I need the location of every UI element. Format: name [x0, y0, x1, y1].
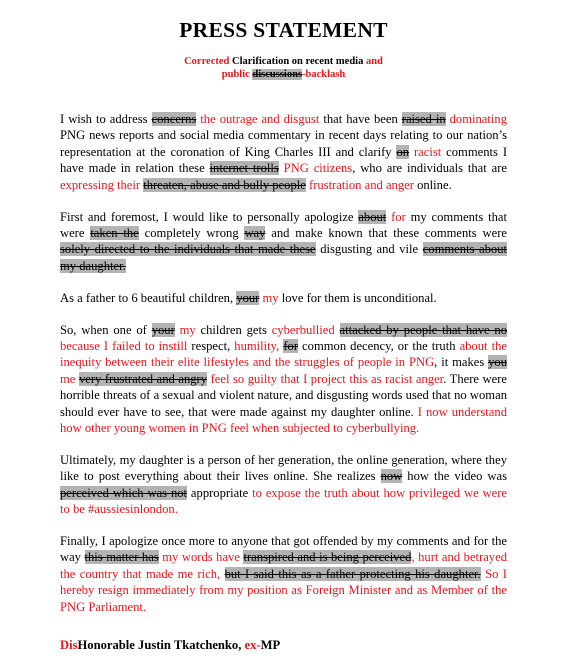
original-text: As a father to 6 beautiful children,	[60, 290, 237, 305]
deleted-text: transpired and is being perceived	[243, 550, 412, 565]
original-text: comments I have made in relation these	[60, 144, 508, 176]
original-text: appropriate	[187, 485, 253, 500]
inserted-text: I now understand how other young women in PNG feel when subjected to cyberbullying.	[60, 404, 507, 435]
inserted-text: my words have	[158, 550, 240, 565]
paragraph-daughter-online	[60, 452, 507, 518]
deleted-text: threaten, abuse and bully people	[143, 177, 306, 192]
original-text: online.	[413, 177, 452, 192]
original-text: I wish to address	[60, 112, 152, 126]
inserted-text: me	[60, 371, 76, 386]
paragraph-apology	[60, 209, 507, 275]
inserted-text: feel so guilty that I project this as racist anger	[207, 371, 444, 386]
original-text: Finally, I apologize once more to anyone that got offended by my comments and for the way	[60, 534, 507, 565]
paragraph-address-concerns	[60, 111, 507, 193]
inserted-text: expressing their	[60, 177, 141, 192]
original-text	[335, 323, 340, 337]
original-text: PNG news reports and social media commentary in recent days relating to our nation’s representation at the coronation of King Charles III and clarify	[60, 128, 507, 159]
deleted-text: very frustrated and angry	[78, 371, 208, 386]
original-text: and make known that these comments were	[265, 225, 508, 240]
deleted-text: raised in	[401, 112, 446, 126]
paragraph-father	[60, 290, 507, 306]
deleted-text: for	[283, 338, 299, 353]
inserted-text: my	[259, 290, 279, 305]
deleted-text: taken the	[90, 225, 139, 240]
statement-body	[60, 111, 507, 615]
deleted-text: solely directed to the individuals that made these	[60, 242, 316, 257]
deleted-text: attacked by people that have no	[339, 322, 508, 337]
deleted-text: this matter has	[84, 550, 159, 565]
inserted-text: humility,	[234, 338, 280, 353]
deleted-text: on	[396, 144, 410, 159]
inserted-text: PNG citizens	[278, 161, 353, 176]
original-text: Ultimately, my daughter is a person of her generation, the online generation, where they like to post everything about their lives online. She realizes	[60, 452, 507, 484]
original-text	[220, 567, 224, 581]
inserted-text: public	[221, 69, 253, 80]
original-text: First and foremost, I would like to personally apologize	[60, 209, 359, 224]
original-text: common decency, or the truth	[298, 338, 460, 353]
deleted-text: now	[380, 469, 403, 484]
original-text: , who are individuals that are	[352, 161, 507, 176]
original-text: Honorable Justin Tkatchenko,	[77, 638, 245, 652]
inserted-text: because I failed to instill	[60, 338, 188, 353]
inserted-text: frustration and anger	[305, 177, 414, 192]
original-text: my comments that were	[60, 209, 507, 240]
deleted-text: concerns	[151, 112, 197, 126]
original-text: So, when one of	[60, 322, 152, 337]
original-text: completely wrong	[138, 225, 245, 240]
original-text: love for them is unconditional.	[278, 290, 437, 305]
original-text: . There were horrible threats of a sexual and violent nature, and disgusting words used that no woman should ever have to see, that were made against my daughter online.	[60, 371, 507, 419]
original-text: , it makes	[434, 355, 489, 370]
signature-line	[60, 637, 280, 653]
deleted-text: comments about my daughter.	[60, 242, 507, 273]
deleted-text: your	[151, 322, 175, 337]
deleted-text: internet trolls	[209, 161, 279, 176]
deleted-text: about	[358, 209, 387, 224]
inserted-text: the outrage and disgust	[196, 112, 320, 126]
original-text: MP	[260, 638, 281, 652]
inserted-text: Corrected	[184, 56, 230, 67]
original-text: that have been	[319, 112, 402, 126]
inserted-text: -backlash	[302, 69, 346, 80]
deleted-text: you	[488, 355, 508, 370]
document-title: PRESS STATEMENT	[179, 18, 388, 42]
deleted-text: your	[236, 290, 260, 305]
document-subtitle	[60, 55, 507, 81]
inserted-text: cyberbullied	[271, 322, 335, 337]
paragraph-final-apology	[60, 533, 507, 615]
original-text: children gets	[195, 322, 272, 337]
deleted-text: perceived which was not	[60, 485, 188, 500]
inserted-text: about the inequity between their elite lifestyles and the struggles of people in PNG	[60, 338, 507, 370]
original-text: how the video was	[402, 469, 508, 484]
inserted-text: , hurt and betrayed the country that made me rich,	[60, 550, 507, 581]
inserted-text: So I hereby resign immediately from my position as Foreign Minister and as Member of the PNG Parliament.	[60, 566, 507, 614]
inserted-text: my	[174, 322, 196, 337]
inserted-text: ex-	[244, 638, 261, 652]
original-text: disgusting and vile	[315, 242, 423, 257]
inserted-text: Dis	[60, 638, 78, 652]
inserted-text: for	[386, 209, 406, 224]
paragraph-cyberbullied	[60, 322, 507, 437]
inserted-text: racist	[409, 144, 442, 159]
original-text: Clarification on recent media	[229, 56, 366, 67]
deleted-text: but I said this as a father protecting his daughter.	[224, 566, 481, 581]
deleted-text: way	[244, 225, 266, 240]
inserted-text: to expose the truth about how privileged we were to be #aussiesinlondon.	[60, 485, 508, 517]
deleted-text: discussions	[252, 69, 303, 80]
inserted-text: dominating	[445, 112, 507, 126]
original-text: respect,	[187, 338, 235, 353]
inserted-text: and	[365, 56, 383, 67]
